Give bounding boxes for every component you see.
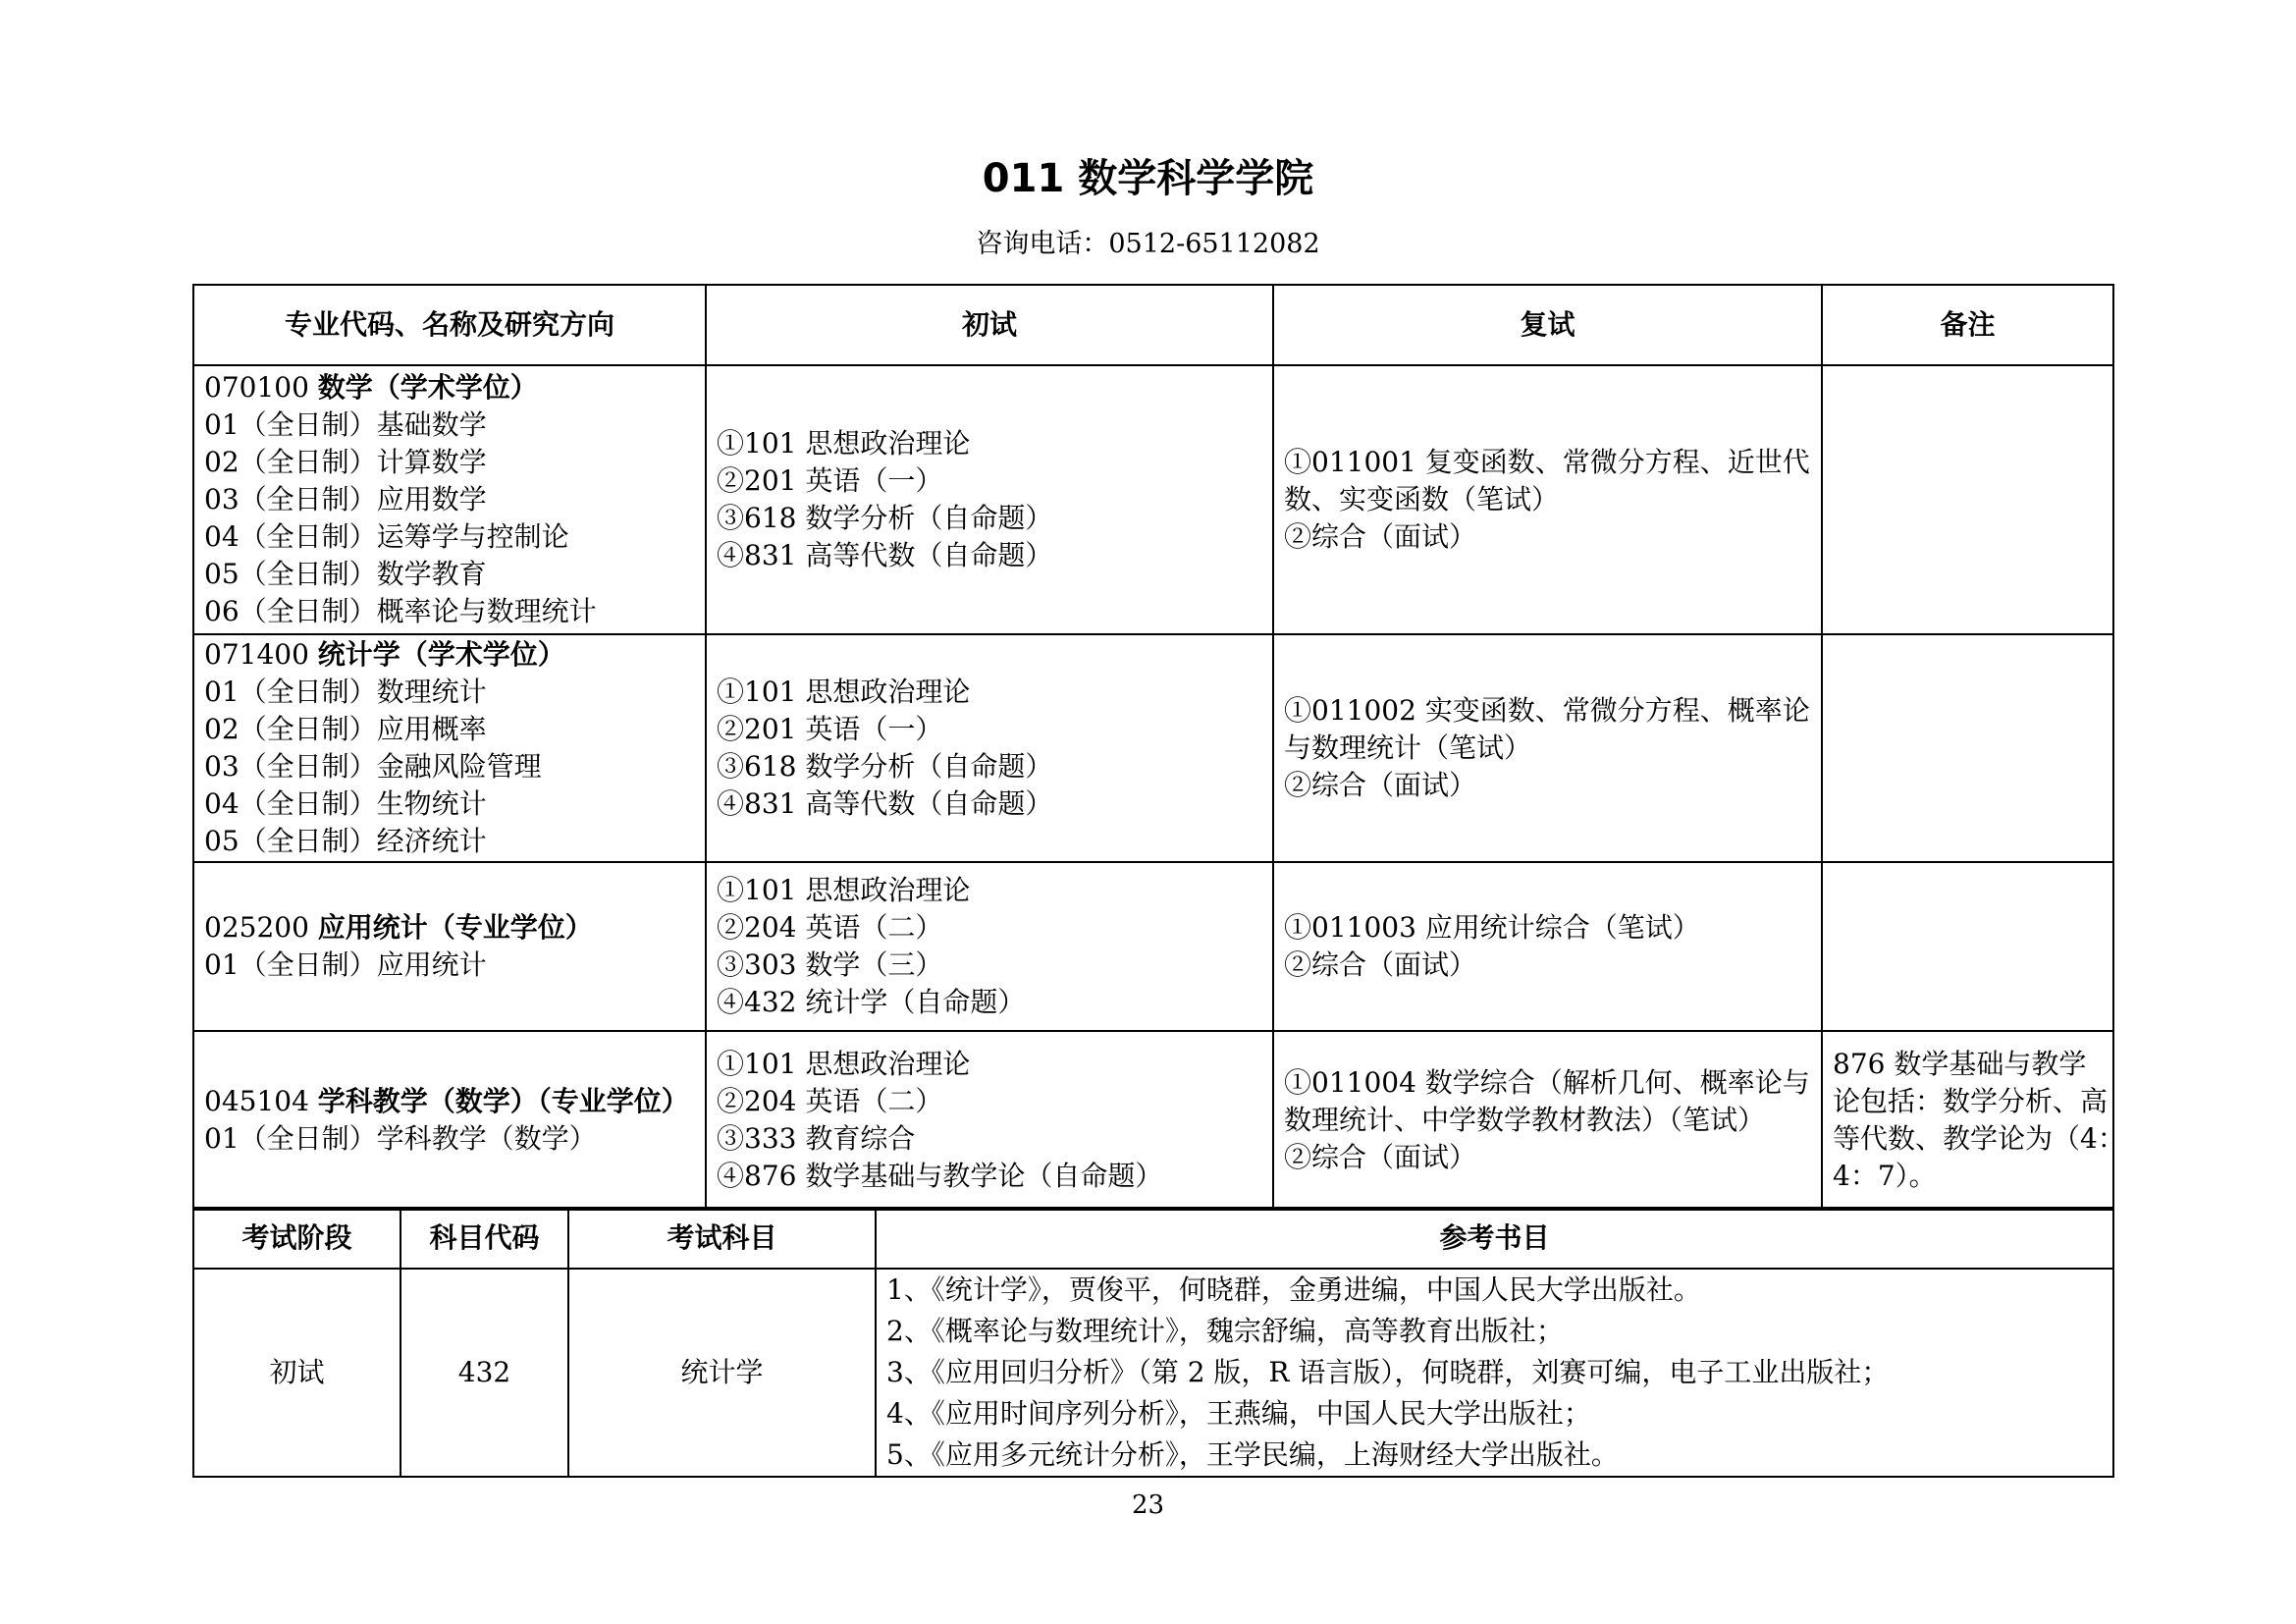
table-header-row (193, 285, 2113, 365)
initial-exam-subject: ④831 高等代数（自命题） (717, 787, 1053, 820)
book-item: 4、《应用时间序列分析》，王燕编，中国人民大学出版社； (886, 1397, 1591, 1430)
research-direction: 04（全日制）运筹学与控制论 (204, 520, 569, 553)
book-item: 2、《概率论与数理统计》，魏宗舒编，高等教育出版社； (886, 1315, 1564, 1347)
retest-item: ②综合（面试） (1284, 520, 1477, 553)
major-heading (204, 636, 695, 674)
retest-item: ①011003 应用统计综合（笔试） (1284, 911, 1700, 944)
major-heading (204, 1083, 695, 1120)
major-code: 025200 (204, 911, 309, 944)
table-row (193, 1031, 2113, 1210)
header-code: 科目代码 (400, 1208, 568, 1269)
initial-exam-subject: ②204 英语（二） (717, 911, 943, 944)
note-line: 876 数学基础与教学 (1833, 1048, 2087, 1080)
page-title: 011 数学科学学院 (982, 156, 1314, 201)
header-initial: 初试 (706, 285, 1273, 365)
retest-cell (1273, 862, 1822, 1031)
retest-item: 数理统计、中学数学教材教法）（笔试） (1284, 1104, 1766, 1136)
initial-exam-subject: ①101 思想政治理论 (717, 1048, 971, 1080)
research-direction: 01（全日制）基础数学 (204, 408, 487, 441)
admissions-table (192, 284, 2125, 1211)
major-name: 应用统计（专业学位） (317, 911, 593, 944)
note-line: 4：7）。 (1833, 1160, 1937, 1192)
book-item: 1、《统计学》，贾俊平，何晓群，金勇进编，中国人民大学出版社。 (886, 1273, 1701, 1306)
table-row (193, 365, 2113, 634)
phone-line: 咨询电话：0512-65112082 (976, 229, 1320, 259)
major-cell (193, 365, 706, 634)
initial-exam-subject: ②201 英语（一） (717, 713, 943, 745)
research-direction: 02（全日制）应用概率 (204, 713, 487, 745)
initial-exam-cell (706, 634, 1273, 862)
major-name: 统计学（学术学位） (317, 638, 565, 671)
notes-cell (1822, 634, 2113, 862)
header-major: 专业代码、名称及研究方向 (193, 285, 706, 365)
note-line: 论包括：数学分析、高 (1833, 1085, 2109, 1117)
notes-cell (1822, 365, 2113, 634)
research-direction: 03（全日制）应用数学 (204, 483, 487, 515)
research-direction: 03（全日制）金融风险管理 (204, 750, 542, 783)
retest-item: ②综合（面试） (1284, 1141, 1477, 1173)
initial-exam-cell (706, 1031, 1273, 1210)
initial-exam-subject: ③618 数学分析（自命题） (717, 750, 1053, 783)
major-cell (193, 862, 706, 1031)
research-direction: 06（全日制）概率论与数理统计 (204, 595, 597, 627)
research-direction: 05（全日制）数学教育 (204, 558, 487, 590)
retest-item: ②综合（面试） (1284, 769, 1477, 801)
header-stage: 考试阶段 (193, 1208, 400, 1269)
initial-exam-subject: ④876 数学基础与教学论（自命题） (717, 1160, 1163, 1192)
initial-exam-subject: ②204 英语（二） (717, 1085, 943, 1117)
major-code: 071400 (204, 638, 309, 671)
research-direction: 05（全日制）经济统计 (204, 825, 487, 857)
initial-exam-subject: ③333 教育综合 (717, 1122, 916, 1155)
header-books: 参考书目 (876, 1208, 2113, 1269)
research-direction: 01（全日制）数理统计 (204, 676, 487, 708)
reference-table (192, 1207, 2114, 1478)
initial-exam-cell (706, 862, 1273, 1031)
research-direction: 02（全日制）计算数学 (204, 446, 487, 478)
initial-exam-subject: ④432 统计学（自命题） (717, 986, 1026, 1018)
major-code: 045104 (204, 1085, 309, 1117)
ref-code: 432 (400, 1269, 568, 1477)
initial-exam-subject: ①101 思想政治理论 (717, 874, 971, 906)
book-item: 5、《应用多元统计分析》，王学民编，上海财经大学出版社。 (886, 1438, 1619, 1471)
header-retest: 复试 (1273, 285, 1822, 365)
major-heading (204, 909, 695, 947)
retest-item: 与数理统计（笔试） (1284, 731, 1532, 764)
initial-exam-subject: ②201 英语（一） (717, 464, 943, 497)
initial-exam-subject: ③303 数学（三） (717, 948, 943, 981)
table-row (193, 634, 2113, 862)
table-body (193, 365, 2125, 1210)
ref-subject: 统计学 (568, 1269, 876, 1477)
retest-item: 数、实变函数（笔试） (1284, 483, 1560, 515)
research-direction: 04（全日制）生物统计 (204, 787, 487, 820)
research-direction: 01（全日制）学科教学（数学） (204, 1122, 597, 1155)
table-row (193, 862, 2113, 1031)
retest-item: ①011001 复变函数、常微分方程、近世代 (1284, 446, 1810, 478)
initial-exam-subject: ③618 数学分析（自命题） (717, 502, 1053, 534)
ref-header-row (193, 1208, 2113, 1269)
page-number: 23 (1131, 1490, 1165, 1520)
retest-cell (1273, 365, 1822, 634)
ref-books (876, 1269, 2113, 1477)
header-subject: 考试科目 (568, 1208, 876, 1269)
retest-cell (1273, 634, 1822, 862)
ref-stage: 初试 (193, 1269, 400, 1477)
notes-cell (1822, 862, 2113, 1031)
note-line: 等代数、教学论为（4： (1833, 1122, 2125, 1155)
notes-cell (1822, 1031, 2125, 1210)
initial-exam-subject: ④831 高等代数（自命题） (717, 539, 1053, 571)
research-direction: 01（全日制）应用统计 (204, 948, 487, 981)
major-heading (204, 369, 695, 406)
major-name: 学科教学（数学）（专业学位） (317, 1085, 689, 1117)
major-cell (193, 1031, 706, 1210)
header-notes: 备注 (1822, 285, 2113, 365)
retest-item: ②综合（面试） (1284, 948, 1477, 981)
initial-exam-subject: ①101 思想政治理论 (717, 427, 971, 460)
retest-item: ①011004 数学综合（解析几何、概率论与 (1284, 1066, 1810, 1099)
major-cell (193, 634, 706, 862)
major-name: 数学（学术学位） (317, 371, 538, 404)
major-code: 070100 (204, 371, 309, 404)
initial-exam-subject: ①101 思想政治理论 (717, 676, 971, 708)
initial-exam-cell (706, 365, 1273, 634)
retest-item: ①011002 实变函数、常微分方程、概率论 (1284, 694, 1810, 727)
retest-cell (1273, 1031, 1822, 1210)
ref-row (193, 1269, 2113, 1477)
book-item: 3、《应用回归分析》（第 2 版，R 语言版），何晓群，刘赛可编，电子工业出版社； (886, 1356, 1890, 1388)
